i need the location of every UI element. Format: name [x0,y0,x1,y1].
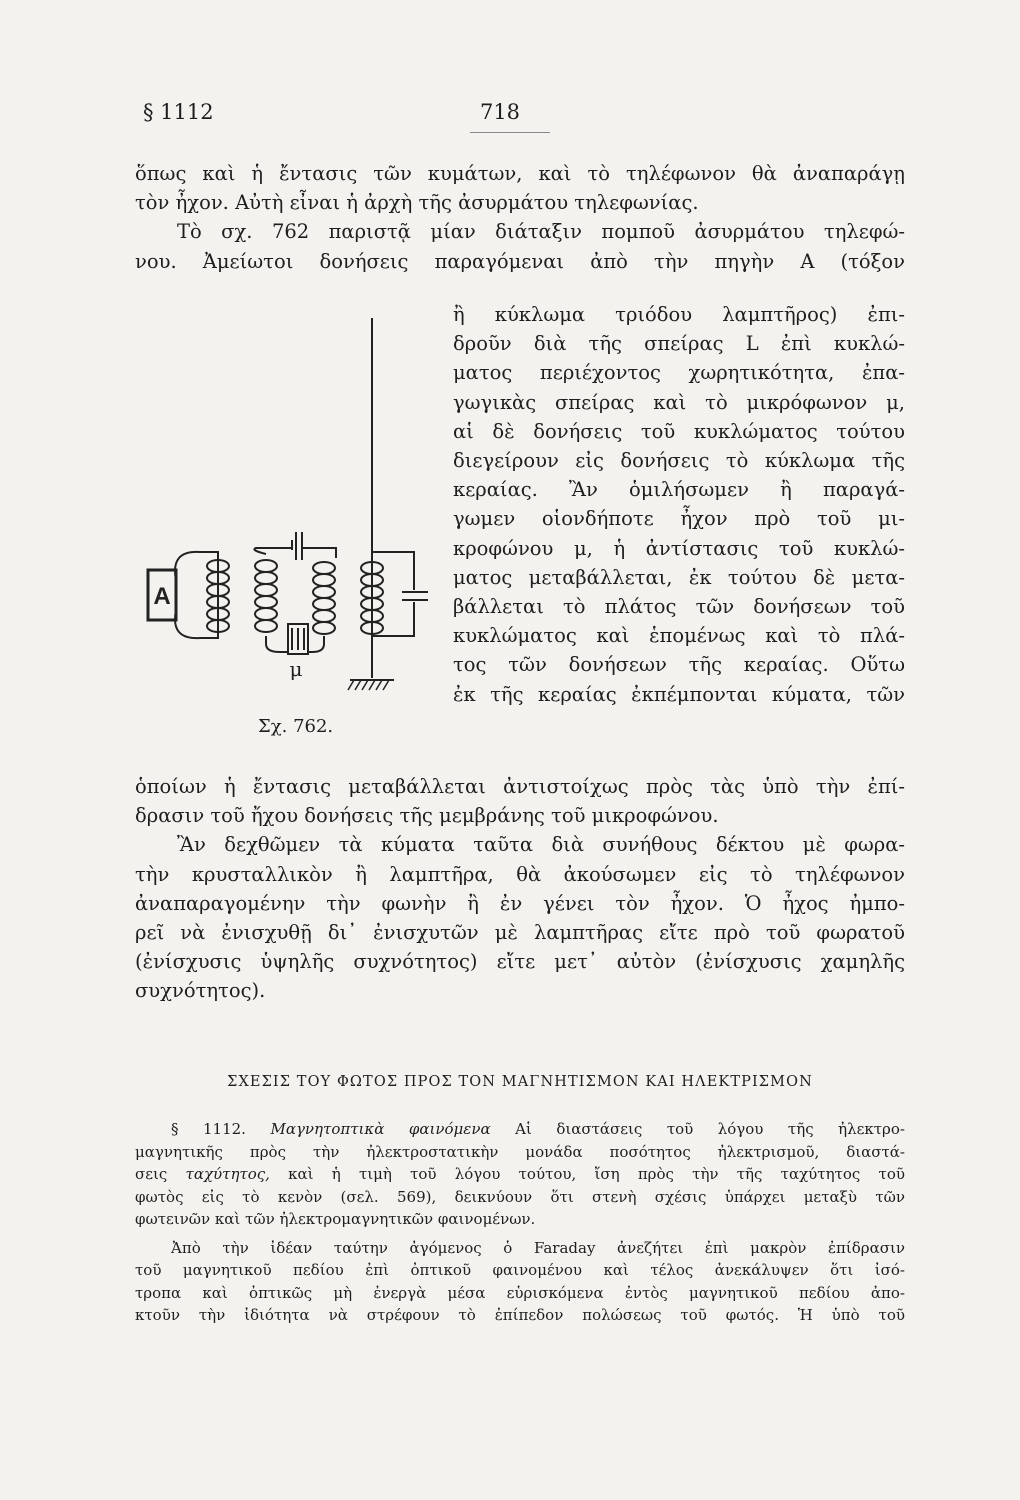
paragraph-number: § 1112. [171,1120,246,1138]
top-paragraph [135,159,905,276]
microphone-label: μ [289,657,303,681]
text-line: φωτὸς εἰς τὸ κενὸν (σελ. 569), δεικνύουν ὅτι στενὴ σχέσις ὑπάρχει μεταξὺ τῶν [135,1187,905,1206]
mid-loop-right [302,548,336,558]
text-fragment: καὶ ἡ τιμὴ τοῦ λόγου τούτου, ἴση πρὸς τὴν τῆς ταχύτητος τοῦ [288,1165,905,1183]
text-line: τος τῶν δονήσεων τῆς κεραίας. Οὕτω [453,653,905,677]
text-line: νου. Ἀμείωτοι δονήσεις παραγόμεναι ἀπὸ τὴν πηγὴν A (τόξον [135,249,905,273]
coil-L3 [313,562,335,634]
antenna-loop-bottom [372,602,414,636]
text-line: φωτεινῶν καὶ τῶν ἠλεκτρομαγνητικῶν φαινομένων. [135,1210,536,1228]
figure-caption: Σχ. 762. [258,716,334,737]
mid-loop-bottom-left [266,636,288,652]
text-line: ὅπως καὶ ἡ ἔντασις τῶν κυμάτων, καὶ τὸ τηλέφωνον θὰ ἀναπαράγῃ [135,162,905,185]
text-line: μαγνητικῆς πρὸς τὴν ἠλεκτροστατικὴν μονάδα ποσότητος ἠλεκτρισμοῦ, διαστά- [135,1142,905,1161]
text-line: διεγείρουν εἰς δονήσεις τὸ κύκλωμα τῆς [453,449,905,473]
text-line: ἐκ τῆς κεραίας ἐκπέμπονται κύματα, τῶν [453,682,905,706]
ground-hatch [348,680,389,690]
text-line: συχνότητος). [135,979,266,1003]
section-title: ΣΧΕΣΙΣ ΤΟΥ ΦΩΤΟΣ ΠΡΟΣ ΤΟΝ ΜΑΓΝΗΤΙΣΜΟΝ ΚΑΙ ΗΛΕΚΤΡΙΣΜΟΝ [227,1074,813,1090]
text-line: (ἐνίσχυσις ὑψηλῆς συχνότητος) εἴτε μετ᾽ αὐτὸν (ἐνίσχυσις χαμηλῆς [135,950,905,974]
text-line: δρασιν τοῦ ἤχου δονήσεις τῆς μεμβράνης τοῦ μικροφώνου. [135,804,719,828]
page-number: 718 [479,100,521,124]
text-fragment: Αἱ διαστάσεις τοῦ λόγου τῆς ἠλεκτρο- [515,1120,905,1138]
mid-loop-top [254,540,292,554]
text-line: Ἂν δεχθῶμεν τὰ κύματα ταῦτα διὰ συνήθους δέκτου μὲ φωρα- [177,833,905,857]
paragraph-heading: Μαγνητοπτικὰ φαινόμενα [270,1120,491,1138]
text-line: γωμεν οἱονδήποτε ἦχον πρὸ τοῦ μι- [453,507,905,531]
text-line: τὸν ἦχον. Αὐτὴ εἶναι ἡ ἀρχὴ τῆς ἀσυρμάτου τηλεφωνίας. [135,191,699,215]
text-line: αἱ δὲ δονήσεις τοῦ κυκλώματος τούτου [453,419,905,443]
text-line [135,1163,905,1186]
text-fragment: σεις [135,1165,168,1183]
text-line: ὁποίων ἡ ἔντασις μεταβάλλεται ἀντιστοίχως πρὸς τὰς ὑπὸ τὴν ἐπί- [135,775,905,798]
text-line: Τὸ σχ. 762 παριστᾷ μίαν διάταξιν πομποῦ ἀσυρμάτου τηλεφώ- [177,220,905,244]
text-line: Ἀπὸ τὴν ἰδέαν ταύτην ἀγόμενος ὁ Faraday ἀνεζήτει ἐπὶ μακρὸν ἐπίδρασιν [171,1238,905,1257]
text-line: τοῦ μαγνητικοῦ πεδίου ἐπὶ ὀπτικοῦ φαινομένου καὶ τέλος ἀνεκάλυψεν ὅτι ἰσό- [135,1261,905,1279]
text-line: ἀναπαραγομένην τὴν φωνὴν ἢ ἐν γένει τὸν ἦχον. Ὁ ἦχος ἠμπο- [135,891,905,915]
side-column [453,300,905,709]
text-line: κεραίας. Ἂν ὁμιλήσωμεν ἢ παραγά- [453,478,905,502]
text-line: κροφώνου μ, ἡ ἀντίστασις τοῦ κυκλώ- [453,536,905,560]
coil-L2 [255,560,277,632]
text-line: ρεῖ νὰ ἐνισχυθῇ δι᾽ ἐνισχυτῶν μὲ λαμπτῆρας εἴτε πρὸ τοῦ φωρατοῦ [135,921,905,945]
small-print-section [135,1118,905,1327]
bottom-paragraphs [135,772,905,1006]
source-label: A [153,583,171,610]
text-line: κτοῦν τὴν ἰδιότητα νὰ στρέφουν τὸ ἐπίπεδον πολώσεως τοῦ φωτός. Ἡ ὑπὸ τοῦ [135,1306,905,1324]
mid-loop-bottom-right [308,636,324,652]
section-number: § 1112 [143,100,214,124]
text-line: ἢ κύκλωμα τριόδου λαμπτῆρος) ἐπι- [453,303,905,326]
circuit-diagram-figure [140,318,440,718]
text-line: δροῦν διὰ τῆς σπείρας L ἐπὶ κυκλώ- [453,332,905,356]
text-line: τροπα καὶ ὀπτικῶς μὴ ἐνεργὰ μέσα εὑρισκόμενα ἐντὸς μαγνητικοῦ πεδίου ἀπο- [135,1283,905,1302]
text-line: γωγικὰς σπείρας καὶ τὸ μικρόφωνον μ, [453,390,905,414]
text-line [135,1118,905,1141]
text-line: κυκλώματος καὶ ἑπομένως καὶ τὸ πλά- [453,624,905,648]
text-line: βάλλεται τὸ πλάτος τῶν δονήσεων τοῦ [453,595,905,619]
header-rule [470,132,550,133]
circuit-diagram [140,318,440,718]
text-line: ματος περιέχοντος χωρητικότητα, ἐπα- [453,361,905,385]
text-line: ματος μεταβάλλεται, ἐκ τούτου δὲ μετα- [453,565,905,589]
italic-word: ταχύτητος, [185,1165,270,1183]
text-line: τὴν κρυσταλλικὸν ἢ λαμπτῆρα, θὰ ἀκούσωμεν εἰς τὸ τηλέφωνον [135,862,905,886]
